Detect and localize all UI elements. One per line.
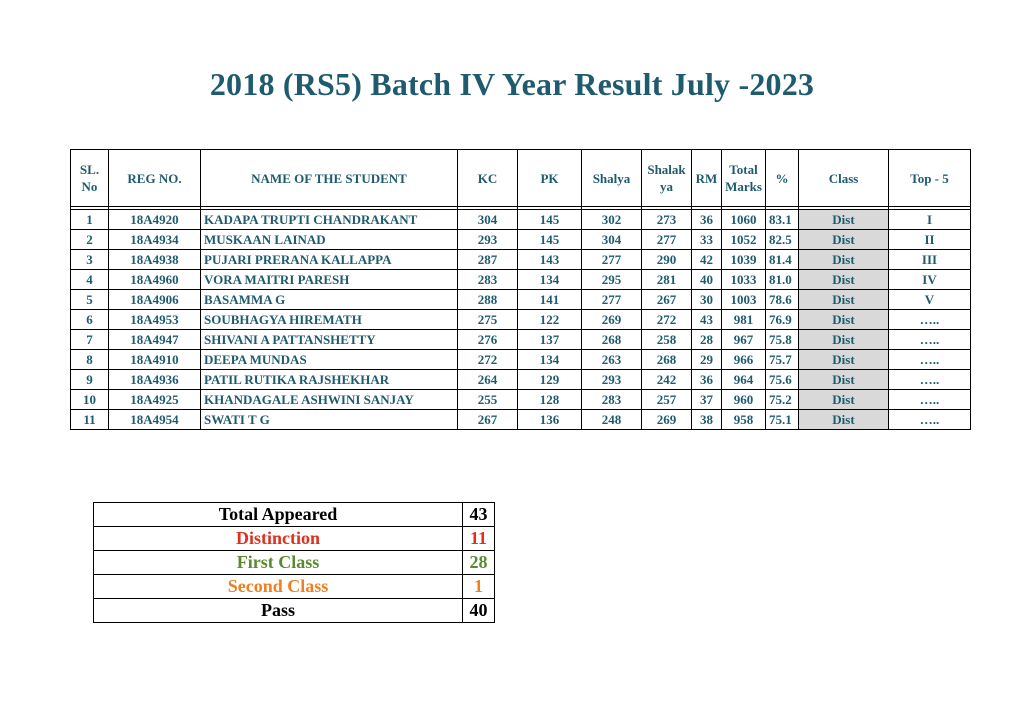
header-row — [71, 150, 971, 207]
kc-cell: 276 — [458, 330, 518, 350]
percent-cell: 75.7 — [766, 350, 799, 370]
header-reg-no: REG NO. — [109, 150, 201, 207]
class-cell: Dist — [799, 230, 889, 250]
total-marks-cell: 958 — [722, 410, 766, 430]
header-total-marks: Total Marks — [722, 150, 766, 207]
percent-cell: 75.2 — [766, 390, 799, 410]
shalakya-cell: 242 — [642, 370, 692, 390]
reg-no-cell: 18A4934 — [109, 230, 201, 250]
summary-label: Second Class — [94, 575, 463, 599]
shalya-cell: 269 — [582, 310, 642, 330]
pk-cell: 122 — [518, 310, 582, 330]
student-name-cell: KADAPA TRUPTI CHANDRAKANT — [201, 210, 458, 230]
kc-cell: 264 — [458, 370, 518, 390]
total-marks-cell: 1052 — [722, 230, 766, 250]
shalakya-cell: 281 — [642, 270, 692, 290]
percent-cell: 76.9 — [766, 310, 799, 330]
shalakya-cell: 268 — [642, 350, 692, 370]
pk-cell: 128 — [518, 390, 582, 410]
top5-cell: I — [889, 210, 971, 230]
student-name-cell: VORA MAITRI PARESH — [201, 270, 458, 290]
percent-cell: 83.1 — [766, 210, 799, 230]
percent-cell: 75.1 — [766, 410, 799, 430]
summary-value: 28 — [463, 551, 495, 575]
top5-cell: IV — [889, 270, 971, 290]
table-row — [71, 350, 971, 370]
shalakya-cell: 273 — [642, 210, 692, 230]
pk-cell: 145 — [518, 210, 582, 230]
summary-body — [94, 503, 495, 623]
student-name-cell: PUJARI PRERANA KALLAPPA — [201, 250, 458, 270]
summary-label: Pass — [94, 599, 463, 623]
reg-no-cell: 18A4906 — [109, 290, 201, 310]
shalya-cell: 295 — [582, 270, 642, 290]
student-name-cell: SOUBHAGYA HIREMATH — [201, 310, 458, 330]
reg-no-cell: 18A4938 — [109, 250, 201, 270]
sl-cell: 9 — [71, 370, 109, 390]
total-marks-cell: 967 — [722, 330, 766, 350]
shalakya-cell: 267 — [642, 290, 692, 310]
pk-cell: 143 — [518, 250, 582, 270]
rm-cell: 36 — [692, 210, 722, 230]
student-name-cell: PATIL RUTIKA RAJSHEKHAR — [201, 370, 458, 390]
table-row — [71, 210, 971, 230]
shalya-cell: 277 — [582, 250, 642, 270]
percent-cell: 82.5 — [766, 230, 799, 250]
total-marks-cell: 1039 — [722, 250, 766, 270]
class-cell: Dist — [799, 210, 889, 230]
rm-cell: 30 — [692, 290, 722, 310]
total-marks-cell: 964 — [722, 370, 766, 390]
kc-cell: 267 — [458, 410, 518, 430]
student-name-cell: KHANDAGALE ASHWINI SANJAY — [201, 390, 458, 410]
total-marks-cell: 1003 — [722, 290, 766, 310]
results-body — [71, 207, 971, 430]
kc-cell: 304 — [458, 210, 518, 230]
kc-cell: 288 — [458, 290, 518, 310]
shalakya-cell: 290 — [642, 250, 692, 270]
summary-value: 11 — [463, 527, 495, 551]
top5-cell: ….. — [889, 410, 971, 430]
sl-cell: 7 — [71, 330, 109, 350]
reg-no-cell: 18A4954 — [109, 410, 201, 430]
sl-cell: 6 — [71, 310, 109, 330]
pk-cell: 137 — [518, 330, 582, 350]
shalya-cell: 263 — [582, 350, 642, 370]
reg-no-cell: 18A4953 — [109, 310, 201, 330]
total-marks-cell: 1033 — [722, 270, 766, 290]
summary-row — [94, 575, 495, 599]
header-rm: RM — [692, 150, 722, 207]
percent-cell: 81.0 — [766, 270, 799, 290]
class-cell: Dist — [799, 330, 889, 350]
kc-cell: 283 — [458, 270, 518, 290]
shalya-cell: 283 — [582, 390, 642, 410]
table-row — [71, 290, 971, 310]
table-row — [71, 330, 971, 350]
rm-cell: 37 — [692, 390, 722, 410]
header-class: Class — [799, 150, 889, 207]
results-table — [70, 149, 971, 430]
student-name-cell: DEEPA MUNDAS — [201, 350, 458, 370]
top5-cell: ….. — [889, 370, 971, 390]
reg-no-cell: 18A4947 — [109, 330, 201, 350]
top5-cell: II — [889, 230, 971, 250]
class-cell: Dist — [799, 250, 889, 270]
summary-label: First Class — [94, 551, 463, 575]
percent-cell: 75.6 — [766, 370, 799, 390]
summary-row — [94, 503, 495, 527]
summary-value: 1 — [463, 575, 495, 599]
shalakya-cell: 277 — [642, 230, 692, 250]
student-name-cell: SHIVANI A PATTANSHETTY — [201, 330, 458, 350]
header-sl: SL. No — [71, 150, 109, 207]
sl-cell: 5 — [71, 290, 109, 310]
shalya-cell: 302 — [582, 210, 642, 230]
shalakya-cell: 257 — [642, 390, 692, 410]
table-row — [71, 370, 971, 390]
summary-row — [94, 599, 495, 623]
table-row — [71, 250, 971, 270]
summary-row — [94, 527, 495, 551]
percent-cell: 75.8 — [766, 330, 799, 350]
total-marks-cell: 966 — [722, 350, 766, 370]
kc-cell: 272 — [458, 350, 518, 370]
pk-cell: 136 — [518, 410, 582, 430]
shalakya-cell: 269 — [642, 410, 692, 430]
student-name-cell: BASAMMA G — [201, 290, 458, 310]
table-row — [71, 270, 971, 290]
sl-cell: 3 — [71, 250, 109, 270]
sl-cell: 10 — [71, 390, 109, 410]
total-marks-cell: 1060 — [722, 210, 766, 230]
sl-cell: 2 — [71, 230, 109, 250]
shalakya-cell: 272 — [642, 310, 692, 330]
top5-cell: ….. — [889, 390, 971, 410]
table-row — [71, 390, 971, 410]
reg-no-cell: 18A4960 — [109, 270, 201, 290]
header-name: NAME OF THE STUDENT — [201, 150, 458, 207]
kc-cell: 255 — [458, 390, 518, 410]
shalakya-cell: 258 — [642, 330, 692, 350]
class-cell: Dist — [799, 410, 889, 430]
header-shalakya: Shalak ya — [642, 150, 692, 207]
kc-cell: 293 — [458, 230, 518, 250]
total-marks-cell: 960 — [722, 390, 766, 410]
rm-cell: 29 — [692, 350, 722, 370]
table-row — [71, 310, 971, 330]
top5-cell: III — [889, 250, 971, 270]
summary-table — [93, 502, 495, 623]
class-cell: Dist — [799, 390, 889, 410]
student-name-cell: SWATI T G — [201, 410, 458, 430]
top5-cell: V — [889, 290, 971, 310]
rm-cell: 28 — [692, 330, 722, 350]
sl-cell: 11 — [71, 410, 109, 430]
class-cell: Dist — [799, 290, 889, 310]
header-pk: PK — [518, 150, 582, 207]
table-row — [71, 230, 971, 250]
sl-cell: 1 — [71, 210, 109, 230]
reg-no-cell: 18A4920 — [109, 210, 201, 230]
shalya-cell: 293 — [582, 370, 642, 390]
class-cell: Dist — [799, 270, 889, 290]
shalya-cell: 268 — [582, 330, 642, 350]
pk-cell: 141 — [518, 290, 582, 310]
summary-value: 40 — [463, 599, 495, 623]
reg-no-cell: 18A4936 — [109, 370, 201, 390]
class-cell: Dist — [799, 310, 889, 330]
kc-cell: 287 — [458, 250, 518, 270]
header-kc: KC — [458, 150, 518, 207]
header-percent: % — [766, 150, 799, 207]
sl-cell: 4 — [71, 270, 109, 290]
summary-row — [94, 551, 495, 575]
header-top5: Top - 5 — [889, 150, 971, 207]
summary-value: 43 — [463, 503, 495, 527]
pk-cell: 145 — [518, 230, 582, 250]
total-marks-cell: 981 — [722, 310, 766, 330]
reg-no-cell: 18A4910 — [109, 350, 201, 370]
rm-cell: 42 — [692, 250, 722, 270]
percent-cell: 81.4 — [766, 250, 799, 270]
top5-cell: ….. — [889, 350, 971, 370]
top5-cell: ….. — [889, 330, 971, 350]
summary-label: Distinction — [94, 527, 463, 551]
rm-cell: 38 — [692, 410, 722, 430]
class-cell: Dist — [799, 370, 889, 390]
reg-no-cell: 18A4925 — [109, 390, 201, 410]
pk-cell: 134 — [518, 350, 582, 370]
pk-cell: 129 — [518, 370, 582, 390]
rm-cell: 43 — [692, 310, 722, 330]
rm-cell: 36 — [692, 370, 722, 390]
header-shalya: Shalya — [582, 150, 642, 207]
table-row — [71, 410, 971, 430]
rm-cell: 33 — [692, 230, 722, 250]
shalya-cell: 248 — [582, 410, 642, 430]
class-cell: Dist — [799, 350, 889, 370]
top5-cell: ….. — [889, 310, 971, 330]
percent-cell: 78.6 — [766, 290, 799, 310]
shalya-cell: 304 — [582, 230, 642, 250]
shalya-cell: 277 — [582, 290, 642, 310]
sl-cell: 8 — [71, 350, 109, 370]
rm-cell: 40 — [692, 270, 722, 290]
student-name-cell: MUSKAAN LAINAD — [201, 230, 458, 250]
pk-cell: 134 — [518, 270, 582, 290]
kc-cell: 275 — [458, 310, 518, 330]
page-title: 2018 (RS5) Batch IV Year Result July -2023 — [209, 66, 815, 102]
summary-label: Total Appeared — [94, 503, 463, 527]
